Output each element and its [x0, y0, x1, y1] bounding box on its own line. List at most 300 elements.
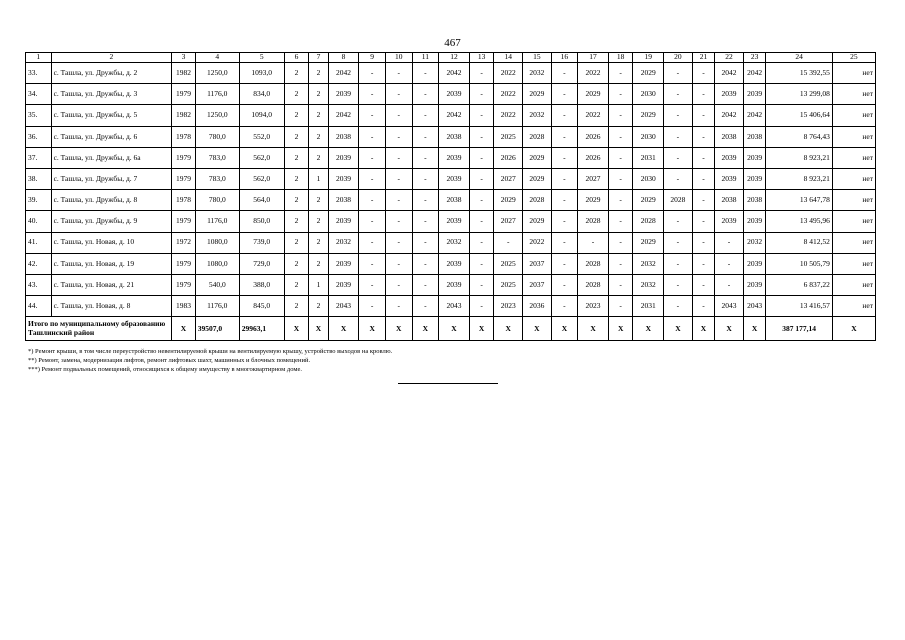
table-cell: - — [551, 84, 578, 105]
table-cell: 43. — [26, 274, 52, 295]
table-cell: - — [692, 253, 715, 274]
table-row — [26, 63, 876, 84]
total-cell: X — [172, 317, 196, 341]
total-cell: X — [523, 317, 552, 341]
table-cell: 2031 — [633, 296, 664, 317]
table-cell: 1080,0 — [195, 253, 239, 274]
table-cell: - — [551, 105, 578, 126]
table-cell: 2039 — [439, 274, 470, 295]
table-cell: - — [692, 232, 715, 253]
table-cell: - — [412, 211, 439, 232]
table-cell: 1978 — [172, 190, 196, 211]
table-cell: 388,0 — [239, 274, 284, 295]
total-cell: X — [412, 317, 439, 341]
table-cell: 2039 — [328, 211, 359, 232]
table-cell: 2 — [284, 253, 309, 274]
table-cell: 2028 — [664, 190, 693, 211]
table-cell: 2032 — [633, 274, 664, 295]
table-row — [26, 296, 876, 317]
column-header-20: 20 — [664, 53, 693, 63]
table-cell: 2039 — [439, 168, 470, 189]
total-cell: 387 177,14 — [766, 317, 832, 341]
table-cell: 33. — [26, 63, 52, 84]
table-cell: 10 505,79 — [766, 253, 832, 274]
table-cell: нет — [832, 63, 875, 84]
table-cell: - — [385, 274, 412, 295]
table-cell: 2032 — [439, 232, 470, 253]
table-cell: - — [664, 168, 693, 189]
table-row — [26, 190, 876, 211]
table-cell: нет — [832, 147, 875, 168]
table-cell: 2 — [309, 105, 328, 126]
table-cell: - — [551, 126, 578, 147]
address-cell: с. Ташла, ул. Новая, д. 21 — [51, 274, 172, 295]
table-cell: 2032 — [743, 232, 766, 253]
table-cell: 2029 — [633, 105, 664, 126]
table-cell: 2026 — [494, 147, 523, 168]
table-row — [26, 147, 876, 168]
table-cell: 2022 — [523, 232, 552, 253]
table-cell: - — [469, 147, 494, 168]
column-header-6: 6 — [284, 53, 309, 63]
page-number: 467 — [444, 37, 461, 49]
table-row — [26, 126, 876, 147]
address-cell: с. Ташла, ул. Дружбы, д. 6 — [51, 126, 172, 147]
table-cell: 2038 — [328, 126, 359, 147]
table-cell: - — [469, 105, 494, 126]
table-row — [26, 211, 876, 232]
table-cell: 2028 — [523, 190, 552, 211]
table-cell: 2022 — [578, 105, 609, 126]
table-cell: 834,0 — [239, 84, 284, 105]
table-cell: - — [692, 126, 715, 147]
table-cell: - — [385, 147, 412, 168]
table-cell: 2039 — [439, 147, 470, 168]
table-cell: 2039 — [328, 84, 359, 105]
table-cell: 845,0 — [239, 296, 284, 317]
table-cell: 2028 — [633, 211, 664, 232]
table-cell: 2039 — [328, 253, 359, 274]
table-cell: 2029 — [633, 63, 664, 84]
table-cell: 2038 — [743, 190, 766, 211]
table-cell: 729,0 — [239, 253, 284, 274]
table-cell: - — [412, 190, 439, 211]
table-cell: 8 923,21 — [766, 168, 832, 189]
table-cell: 2039 — [439, 84, 470, 105]
total-cell: X — [494, 317, 523, 341]
total-cell: X — [664, 317, 693, 341]
table-cell: 2037 — [523, 274, 552, 295]
total-cell: X — [633, 317, 664, 341]
table-cell: 2026 — [578, 126, 609, 147]
repair-schedule-table — [25, 52, 876, 341]
table-cell: - — [551, 63, 578, 84]
table-cell: - — [385, 105, 412, 126]
table-cell: 2028 — [578, 274, 609, 295]
table-cell: - — [608, 296, 633, 317]
column-header-5: 5 — [239, 53, 284, 63]
total-label: Итого по муниципальному образованию Ташлинский район — [26, 317, 172, 341]
table-row — [26, 168, 876, 189]
table-cell: 2030 — [633, 126, 664, 147]
table-cell: - — [412, 274, 439, 295]
total-cell: X — [359, 317, 386, 341]
table-cell: 2028 — [578, 253, 609, 274]
column-header-11: 11 — [412, 53, 439, 63]
table-cell: 2029 — [523, 211, 552, 232]
table-cell: 2043 — [715, 296, 744, 317]
table-cell: 2032 — [328, 232, 359, 253]
table-cell: 1094,0 — [239, 105, 284, 126]
table-cell: - — [551, 274, 578, 295]
table-cell: - — [664, 253, 693, 274]
address-cell: с. Ташла, ул. Новая, д. 8 — [51, 296, 172, 317]
table-cell: 37. — [26, 147, 52, 168]
table-cell: - — [664, 147, 693, 168]
table-cell: 2030 — [633, 168, 664, 189]
table-cell: - — [608, 253, 633, 274]
table-cell: - — [692, 190, 715, 211]
table-cell: - — [469, 190, 494, 211]
table-cell: 2025 — [494, 274, 523, 295]
table-cell: 2 — [309, 253, 328, 274]
table-cell: - — [664, 296, 693, 317]
table-cell: - — [359, 63, 386, 84]
table-cell: 739,0 — [239, 232, 284, 253]
table-cell: 35. — [26, 105, 52, 126]
address-cell: с. Ташла, ул. Дружбы, д. 6а — [51, 147, 172, 168]
table-cell: - — [692, 211, 715, 232]
table-cell: 2022 — [494, 63, 523, 84]
table-cell: - — [469, 274, 494, 295]
table-cell: 2039 — [328, 168, 359, 189]
table-cell: - — [385, 211, 412, 232]
column-header-24: 24 — [766, 53, 832, 63]
table-cell: 2 — [309, 211, 328, 232]
column-header-19: 19 — [633, 53, 664, 63]
table-cell: 13 647,78 — [766, 190, 832, 211]
table-cell: 2028 — [578, 211, 609, 232]
table-cell: - — [469, 296, 494, 317]
column-header-13: 13 — [469, 53, 494, 63]
table-cell: - — [359, 232, 386, 253]
table-cell: 2031 — [633, 147, 664, 168]
total-cell: X — [284, 317, 309, 341]
table-cell: 540,0 — [195, 274, 239, 295]
table-cell: 2 — [284, 126, 309, 147]
total-cell: X — [385, 317, 412, 341]
table-cell: - — [664, 63, 693, 84]
table-cell: 1 — [309, 168, 328, 189]
table-row — [26, 253, 876, 274]
total-cell: X — [832, 317, 875, 341]
table-row — [26, 84, 876, 105]
table-cell: 13 495,96 — [766, 211, 832, 232]
table-cell: 42. — [26, 253, 52, 274]
table-cell: - — [692, 84, 715, 105]
table-cell: 562,0 — [239, 168, 284, 189]
total-cell: X — [309, 317, 328, 341]
total-cell: X — [578, 317, 609, 341]
table-cell: - — [608, 105, 633, 126]
table-cell: 564,0 — [239, 190, 284, 211]
table-cell: - — [412, 168, 439, 189]
table-cell: - — [359, 253, 386, 274]
table-cell: 2032 — [633, 253, 664, 274]
table-cell: 2029 — [494, 190, 523, 211]
footnote-basement: ***) Ремонт подвальных помещений, относящихся к общему имуществу в многоквартирном доме. — [28, 366, 302, 373]
column-header-21: 21 — [692, 53, 715, 63]
table-cell: 38. — [26, 168, 52, 189]
table-cell: - — [608, 147, 633, 168]
table-cell: 1982 — [172, 105, 196, 126]
table-cell: 2042 — [328, 63, 359, 84]
table-cell: 2039 — [743, 84, 766, 105]
table-cell: 2 — [309, 84, 328, 105]
column-header-4: 4 — [195, 53, 239, 63]
table-cell: 562,0 — [239, 147, 284, 168]
table-cell: 36. — [26, 126, 52, 147]
table-cell: - — [359, 147, 386, 168]
table-cell: 2022 — [578, 63, 609, 84]
total-cell: 39507,0 — [195, 317, 239, 341]
table-cell: - — [551, 232, 578, 253]
column-header-22: 22 — [715, 53, 744, 63]
table-row — [26, 274, 876, 295]
table-cell: 2 — [309, 147, 328, 168]
table-cell: 783,0 — [195, 147, 239, 168]
table-cell: нет — [832, 296, 875, 317]
table-cell: - — [385, 63, 412, 84]
table-cell: 1176,0 — [195, 211, 239, 232]
table-cell: нет — [832, 190, 875, 211]
table-cell: 1250,0 — [195, 63, 239, 84]
column-header-23: 23 — [743, 53, 766, 63]
table-cell: - — [692, 63, 715, 84]
address-cell: с. Ташла, ул. Дружбы, д. 7 — [51, 168, 172, 189]
table-cell: 2 — [284, 84, 309, 105]
table-cell: 2038 — [439, 190, 470, 211]
closing-rule — [398, 383, 498, 384]
table-cell: 1979 — [172, 274, 196, 295]
table-cell: - — [608, 126, 633, 147]
table-cell: - — [608, 168, 633, 189]
table-cell: - — [715, 274, 744, 295]
table-cell: 34. — [26, 84, 52, 105]
table-cell: 1093,0 — [239, 63, 284, 84]
table-cell: - — [551, 253, 578, 274]
table-cell: - — [412, 296, 439, 317]
table-cell: 2036 — [523, 296, 552, 317]
column-header-8: 8 — [328, 53, 359, 63]
table-cell: 8 764,43 — [766, 126, 832, 147]
table-cell: 850,0 — [239, 211, 284, 232]
table-cell: 780,0 — [195, 126, 239, 147]
table-cell: 2038 — [715, 126, 744, 147]
table-cell: 2029 — [633, 190, 664, 211]
table-cell: 2042 — [715, 63, 744, 84]
table-cell: - — [551, 147, 578, 168]
table-cell: - — [551, 211, 578, 232]
table-cell: 2043 — [328, 296, 359, 317]
table-cell: 8 923,21 — [766, 147, 832, 168]
address-cell: с. Ташла, ул. Дружбы, д. 8 — [51, 190, 172, 211]
table-cell: 41. — [26, 232, 52, 253]
table-cell: 2038 — [439, 126, 470, 147]
table-cell: 2 — [284, 190, 309, 211]
table-cell: 1979 — [172, 147, 196, 168]
table-cell: - — [578, 232, 609, 253]
table-cell: - — [469, 168, 494, 189]
table-cell: 2038 — [715, 190, 744, 211]
table-row — [26, 105, 876, 126]
table-cell: 2 — [284, 211, 309, 232]
table-cell: 2 — [309, 296, 328, 317]
table-cell: 1972 — [172, 232, 196, 253]
table-cell: - — [412, 63, 439, 84]
table-cell: 2025 — [494, 253, 523, 274]
column-header-3: 3 — [172, 53, 196, 63]
table-cell: - — [412, 253, 439, 274]
table-cell: 2 — [284, 296, 309, 317]
table-cell: 2028 — [523, 126, 552, 147]
table-cell: - — [715, 253, 744, 274]
table-row — [26, 232, 876, 253]
table-cell: 2038 — [328, 190, 359, 211]
column-header-25: 25 — [832, 53, 875, 63]
column-header-15: 15 — [523, 53, 552, 63]
table-cell: 2026 — [578, 147, 609, 168]
table-cell: - — [469, 63, 494, 84]
table-cell: 15 406,64 — [766, 105, 832, 126]
table-cell: 2038 — [743, 126, 766, 147]
table-cell: 2032 — [523, 63, 552, 84]
table-cell: 2039 — [439, 253, 470, 274]
table-cell: - — [385, 296, 412, 317]
table-body — [26, 63, 876, 341]
footnotes — [28, 347, 878, 374]
address-cell: с. Ташла, ул. Дружбы, д. 2 — [51, 63, 172, 84]
table-cell: - — [664, 274, 693, 295]
table-cell: 2029 — [523, 147, 552, 168]
column-header-17: 17 — [578, 53, 609, 63]
table-cell: 2023 — [578, 296, 609, 317]
table-cell: 2025 — [494, 126, 523, 147]
table-cell: - — [385, 232, 412, 253]
table-cell: 2039 — [439, 211, 470, 232]
column-header-1: 1 — [26, 53, 52, 63]
total-cell: X — [328, 317, 359, 341]
table-cell: 1979 — [172, 168, 196, 189]
table-cell: 2 — [284, 63, 309, 84]
table-cell: - — [664, 211, 693, 232]
total-cell: 29963,1 — [239, 317, 284, 341]
table-cell: - — [608, 190, 633, 211]
table-cell: 1250,0 — [195, 105, 239, 126]
table-cell: 2022 — [494, 84, 523, 105]
table-cell: - — [608, 84, 633, 105]
table-cell: нет — [832, 105, 875, 126]
table-cell: - — [359, 274, 386, 295]
table-cell: 1979 — [172, 84, 196, 105]
table-cell: 2 — [309, 232, 328, 253]
table-cell: 1978 — [172, 126, 196, 147]
table-cell: нет — [832, 253, 875, 274]
table-cell: - — [385, 168, 412, 189]
table-cell: 2022 — [494, 105, 523, 126]
table-cell: - — [359, 126, 386, 147]
table-cell: - — [469, 253, 494, 274]
column-header-10: 10 — [385, 53, 412, 63]
table-cell: 552,0 — [239, 126, 284, 147]
table-cell: 1983 — [172, 296, 196, 317]
table-cell: 2 — [309, 63, 328, 84]
table-cell: 2029 — [523, 84, 552, 105]
table-cell: нет — [832, 168, 875, 189]
table-cell: - — [692, 296, 715, 317]
table-cell: - — [359, 105, 386, 126]
column-header-12: 12 — [439, 53, 470, 63]
table-cell: - — [664, 126, 693, 147]
table-cell: 2030 — [633, 84, 664, 105]
table-cell: 2023 — [494, 296, 523, 317]
table-cell: - — [385, 126, 412, 147]
table-cell: 1176,0 — [195, 296, 239, 317]
table-cell: 2029 — [578, 84, 609, 105]
table-cell: - — [385, 84, 412, 105]
table-cell: 2039 — [743, 274, 766, 295]
total-cell: X — [715, 317, 744, 341]
table-cell: - — [494, 232, 523, 253]
address-cell: с. Ташла, ул. Дружбы, д. 9 — [51, 211, 172, 232]
table-cell: 2037 — [523, 253, 552, 274]
table-cell: 2039 — [328, 274, 359, 295]
table-cell: - — [469, 232, 494, 253]
table-cell: - — [359, 168, 386, 189]
table-cell: нет — [832, 211, 875, 232]
table-cell: - — [469, 126, 494, 147]
table-cell: 780,0 — [195, 190, 239, 211]
total-cell: X — [469, 317, 494, 341]
table-cell: 2029 — [523, 168, 552, 189]
total-row — [26, 317, 876, 341]
total-cell: X — [743, 317, 766, 341]
table-cell: нет — [832, 274, 875, 295]
table-cell: 2042 — [439, 63, 470, 84]
table-cell: 1 — [309, 274, 328, 295]
table-cell: 15 392,55 — [766, 63, 832, 84]
table-cell: 2039 — [743, 253, 766, 274]
table-cell: - — [359, 190, 386, 211]
table-cell: 2042 — [328, 105, 359, 126]
column-header-16: 16 — [551, 53, 578, 63]
table-cell: 783,0 — [195, 168, 239, 189]
table-cell: 2039 — [715, 168, 744, 189]
table-cell: 2027 — [578, 168, 609, 189]
table-cell: 2027 — [494, 211, 523, 232]
table-cell: 2039 — [715, 147, 744, 168]
table-cell: 2039 — [328, 147, 359, 168]
total-cell: X — [692, 317, 715, 341]
table-cell: - — [359, 84, 386, 105]
table-cell: 8 412,52 — [766, 232, 832, 253]
table-cell: - — [412, 232, 439, 253]
table-cell: 1982 — [172, 63, 196, 84]
table-cell: 2 — [309, 190, 328, 211]
table-cell: - — [385, 190, 412, 211]
table-cell: 1979 — [172, 211, 196, 232]
table-cell: - — [412, 147, 439, 168]
